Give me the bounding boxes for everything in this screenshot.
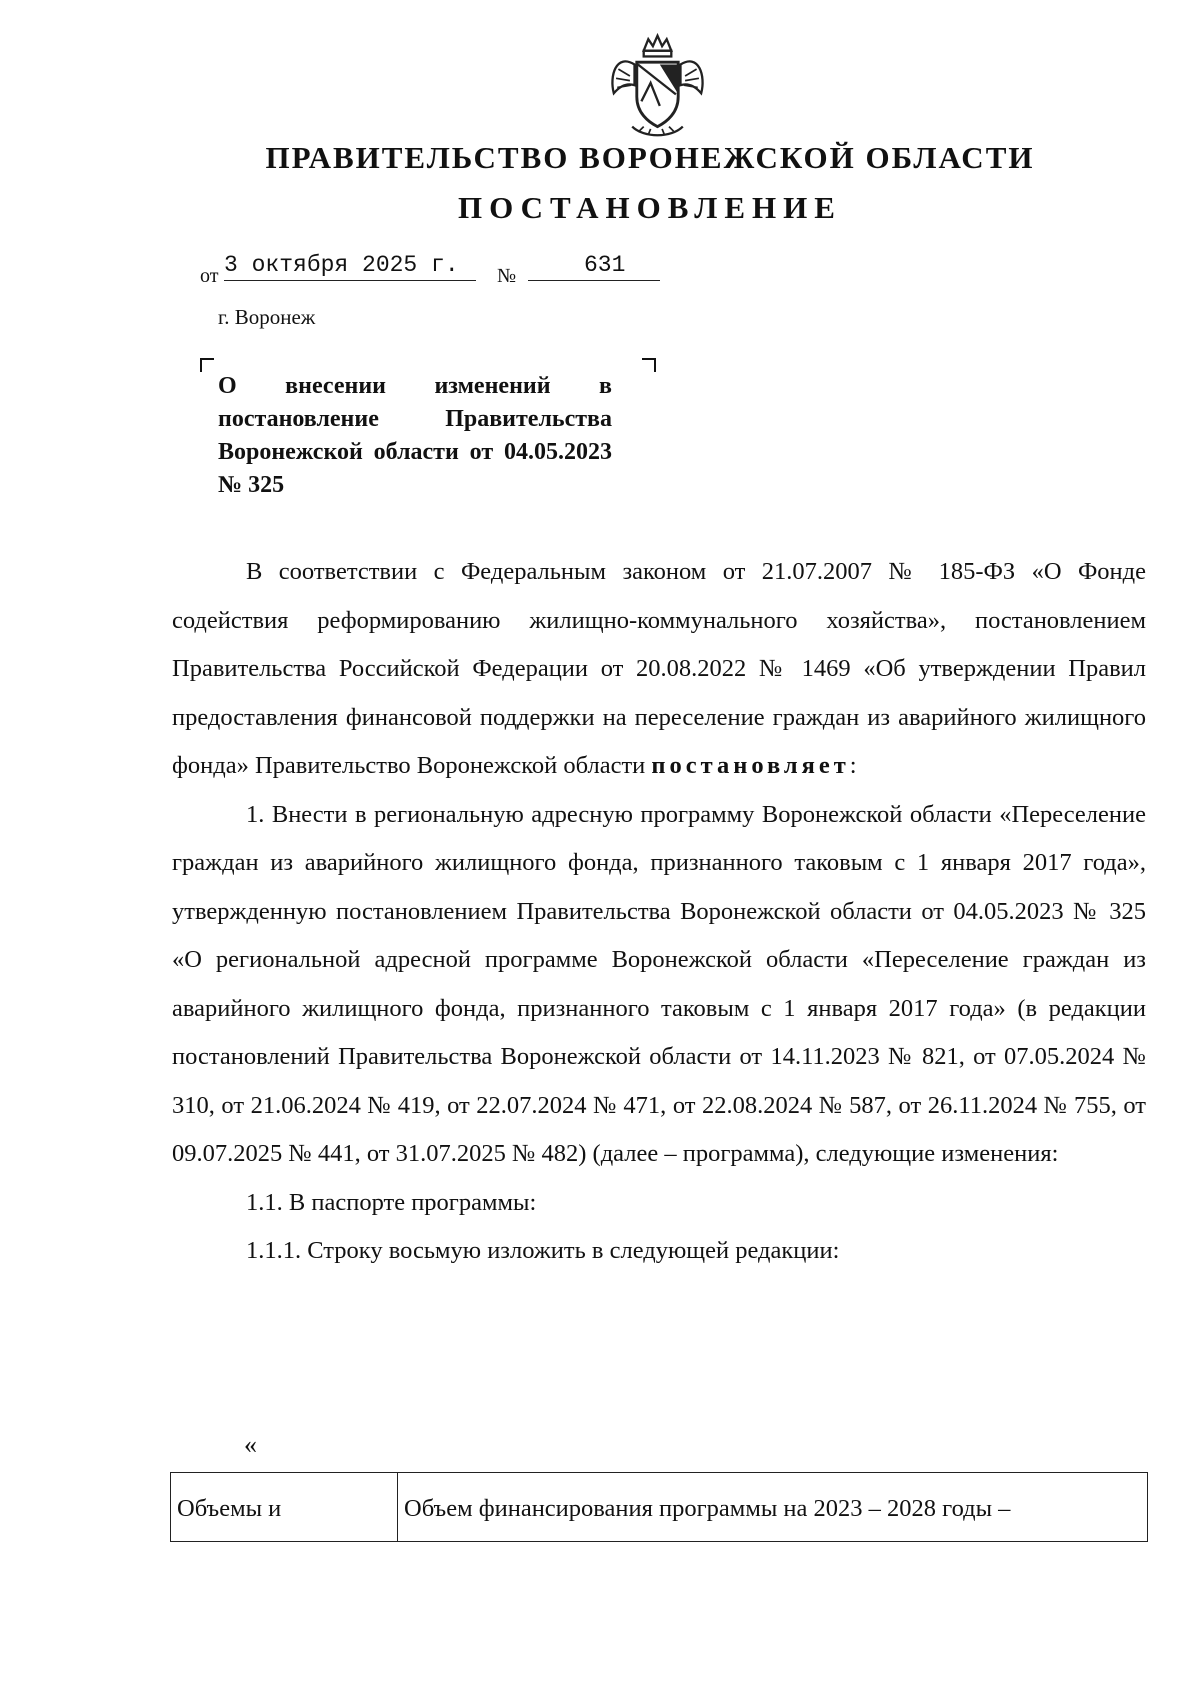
coat-of-arms-icon	[600, 30, 715, 145]
preamble-end: :	[849, 752, 857, 779]
organization-title: ПРАВИТЕЛЬСТВО ВОРОНЕЖСКОЙ ОБЛАСТИ	[265, 140, 1035, 175]
opening-quote: «	[244, 1430, 257, 1459]
preamble-paragraph	[172, 548, 1146, 791]
document-type: ПОСТАНОВЛЕНИЕ	[458, 190, 842, 225]
subject-corner-left	[200, 358, 214, 372]
clause-1-1-1-paragraph: 1.1.1. Строку восьмую изложить в следующей редакции:	[246, 1237, 840, 1264]
date-prefix: от	[200, 265, 219, 287]
clause-1-1-paragraph: 1.1. В паспорте программы:	[246, 1188, 537, 1216]
passport-table	[170, 1472, 1148, 1542]
table-cell-label: Объемы и	[171, 1473, 398, 1541]
preamble-text: В соответствии с Федеральным законом от 21.07.2007 № 185-ФЗ «О Фонде содействия реформированию жилищно-коммунального хозяйства», постановлением Правительства Российской Федерации от 20.08.2022 № 1469 «Об утверждении Правил предоставления финансовой поддержки на переселение граждан из аварийного жилищного фонда» Правительство Воронежской области	[172, 558, 1146, 779]
document-number: 631	[528, 252, 660, 281]
clause-1-paragraph: 1. Внести в региональную адресную программу Воронежской области «Переселение граждан из аварийного жилищного фонда, признанного таковым с 1 января 2017 года», утвержденную постановлением Правительства Воронежской области от 04.05.2023 № 325 «О региональной адресной программе Воронежской области «Переселение граждан из аварийного жилищного фонда, признанного таковым с 1 января 2017 года» (в редакции постановлений Правительства Воронежской области от 14.11.2023 № 821, от 07.05.2024 № 310, от 21.06.2024 № 419, от 22.07.2024 № 471, от 22.08.2024 № 587, от 26.11.2024 № 755, от 09.07.2025 № 441, от 31.07.2025 № 482) (далее – программа), следующие изменения:	[172, 800, 1146, 1167]
table-cell-value: Объем финансирования программы на 2023 – 2028 годы –	[404, 1495, 1011, 1522]
document-body	[172, 548, 1146, 1276]
decree-word: постановляет	[651, 752, 850, 779]
document-date: 3 октября 2025 г.	[224, 252, 476, 281]
city-label: г. Воронеж	[218, 305, 316, 329]
number-sign: №	[497, 265, 517, 287]
document-subject: О внесении изменений в постановление Правительства Воронежской области от 04.05.2023 № 325	[218, 373, 612, 498]
subject-corner-right	[642, 358, 656, 372]
